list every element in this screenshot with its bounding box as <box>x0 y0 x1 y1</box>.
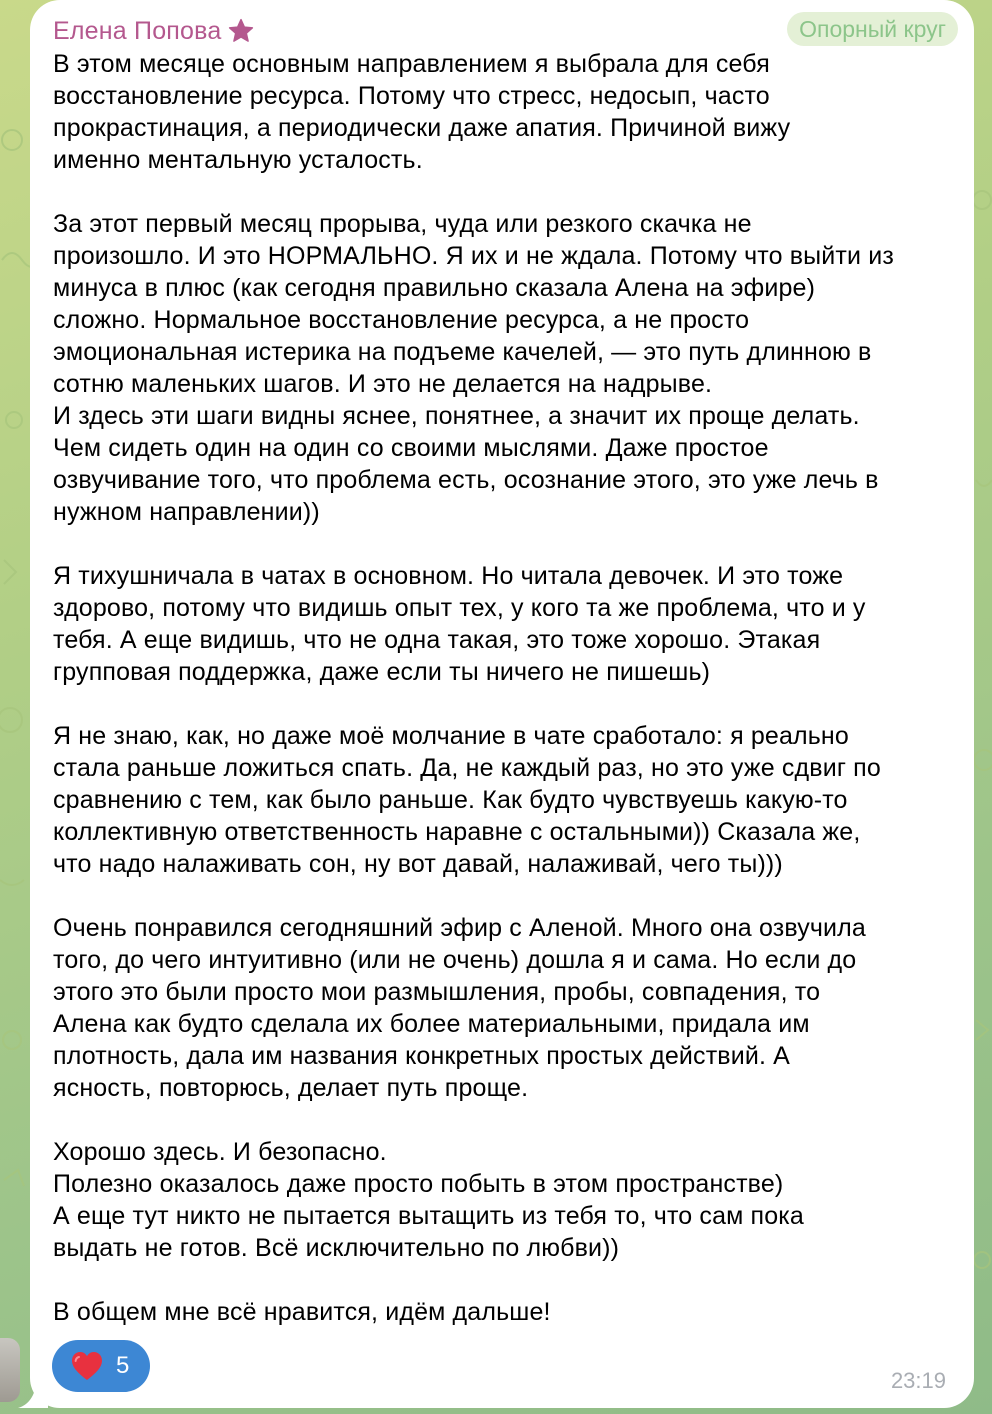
message-bubble[interactable] <box>30 0 974 1408</box>
heart-reaction-button[interactable] <box>52 1340 150 1392</box>
sender-name[interactable]: Елена Попова <box>53 16 222 45</box>
group-badge[interactable]: Опорный круг <box>787 12 958 46</box>
avatar[interactable] <box>0 1338 20 1402</box>
star-icon <box>227 17 255 45</box>
heart-icon <box>70 1350 104 1382</box>
reaction-count: 5 <box>116 1352 130 1379</box>
message-text: В этом месяце основным направлением я выбрала для себя восстановление ресурса. Потому что стресс, недосып, часто прокрастинация, а периодически даже апатия. Причиной вижу именно ментальную усталость. За этот первый месяц прорыва, чуда или резкого скачка не произошло. И это НОРМАЛЬНО. Я их и не ждала. Потому что выйти из минуса в плюс (как сегодня правильно сказала Алена на эфире) сложно. Нормальное восстановление ресурса, а не просто эмоциональная истерика на подъеме качелей, — это путь длинною в сотню маленьких шагов. И это не делается на надрыве. И здесь эти шаги видны яснее, понятнее, а значит их проще делать. Чем сидеть один на один со своими мыслями. Даже простое озвучивание того, что проблема есть, осознание этого, это уже лечь в нужном направлении)) Я тихушничала в чатах в основном. Но читала девочек. И это тоже здорово, потому что видишь опыт тех, у кого та же проблема, что и у тебя. А еще видишь, что не одна такая, это тоже хорошо. Этакая групповая поддержка, даже если ты ничего не пишешь) Я не знаю, как, но даже моё молчание в чате сработало: я реально стала раньше ложиться спать. Да, не каждый раз, но это уже сдвиг по сравнению с тем, как было раньше. Как будто чувствуешь какую-то коллективную ответственность наравне с остальными)) Сказала же, что надо налаживать сон, ну вот давай, налаживай, чего ты))) Очень понравился сегодняшний эфир с Аленой. Много она озвучила того, до чего интуитивно (или не очень) дошла я и сама. Но если до этого это были просто мои размышления, пробы, совпадения, то Алена как будто сделала их более материальными, придала им плотность, дала им названия конкретных простых действий. А ясность, повторюсь, делает путь проще. Хорошо здесь. И безопасно. Полезно оказалось даже просто побыть в этом пространстве) А еще тут никто не пытается вытащить из тебя то, что сам пока выдать не готов. Всё исключительно по любви)) В общем мне всё нравится, идём дальше! <box>53 50 894 1326</box>
message-timestamp: 23:19 <box>890 1368 946 1393</box>
sender-row <box>53 14 255 48</box>
